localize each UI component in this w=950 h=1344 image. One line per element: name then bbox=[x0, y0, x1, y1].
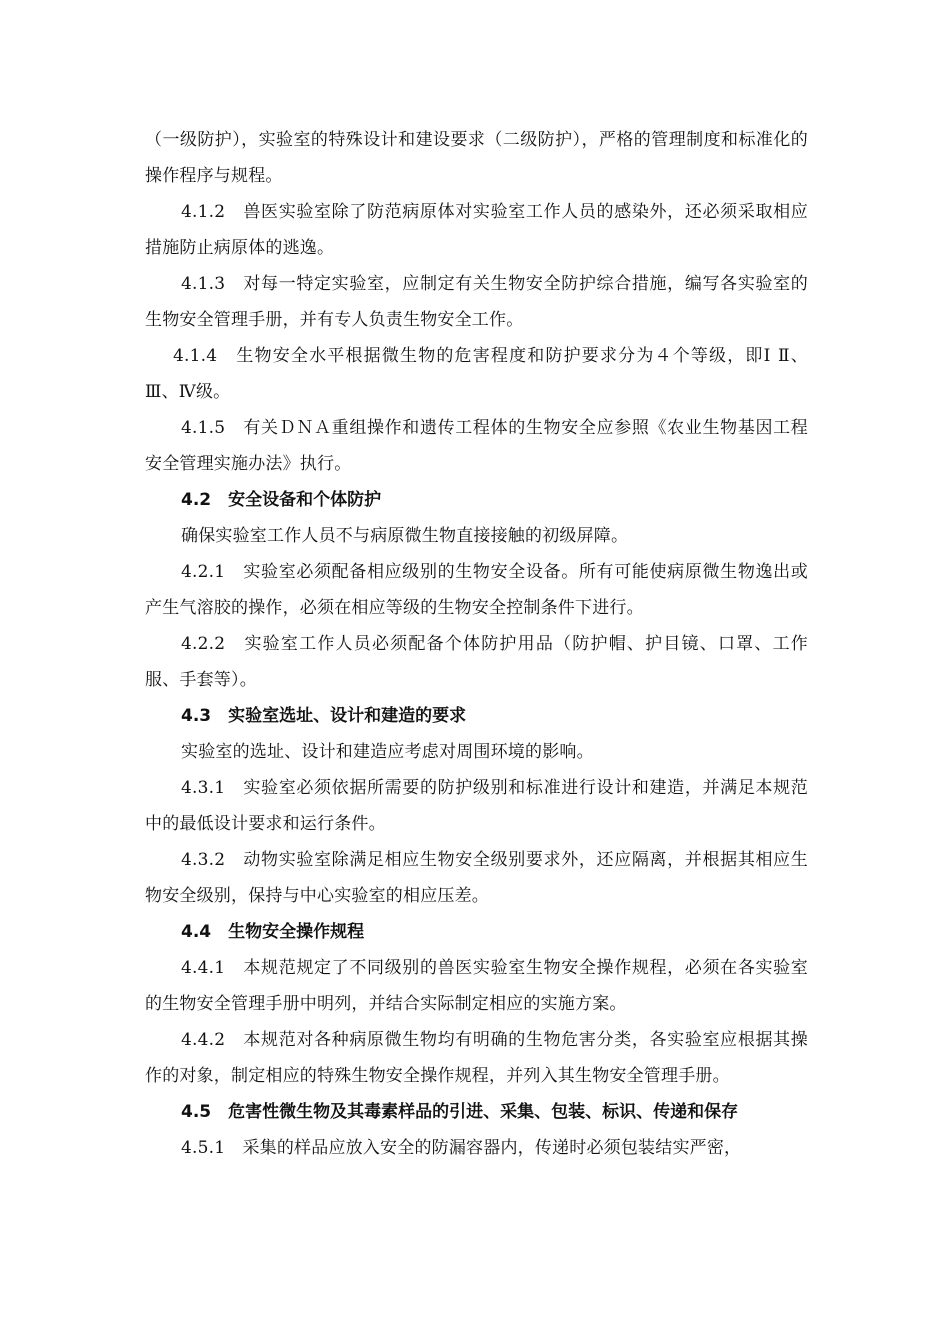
section-heading-4-3: 4.3 实验室选址、设计和建造的要求 bbox=[181, 706, 467, 726]
document-page bbox=[145, 122, 808, 1166]
paragraph-4-3-intro: 实验室的选址、设计和建造应考虑对周围环境的影响。 bbox=[181, 742, 594, 762]
paragraph-4-2-1: 4.2.1 实验室必须配备相应级别的生物安全设备。所有可能使病原微生物逸出或产生气溶胶的操作，必须在相应等级的生物安全控制条件下进行。 bbox=[145, 562, 808, 618]
paragraph-4-3-2: 4.3.2 动物实验室除满足相应生物安全级别要求外，还应隔离，并根据其相应生物安全级别，保持与中心实验室的相应压差。 bbox=[145, 850, 808, 906]
paragraph-4-2-intro: 确保实验室工作人员不与病原微生物直接接触的初级屏障。 bbox=[181, 526, 629, 546]
paragraph-4-4-1: 4.4.1 本规范规定了不同级别的兽医实验室生物安全操作规程，必须在各实验室的生物安全管理手册中明列，并结合实际制定相应的实施方案。 bbox=[145, 958, 808, 1014]
section-heading-4-2: 4.2 安全设备和个体防护 bbox=[181, 490, 382, 510]
paragraph-4-1-2: 4.1.2 兽医实验室除了防范病原体对实验室工作人员的感染外，还必须采取相应措施防止病原体的逃逸。 bbox=[145, 202, 808, 258]
paragraph-4-3-1: 4.3.1 实验室必须依据所需要的防护级别和标准进行设计和建造，并满足本规范中的最低设计要求和运行条件。 bbox=[145, 778, 808, 834]
paragraph-4-4-2: 4.4.2 本规范对各种病原微生物均有明确的生物危害分类，各实验室应根据其操作的对象，制定相应的特殊生物安全操作规程，并列入其生物安全管理手册。 bbox=[145, 1030, 808, 1086]
paragraph-4-1-3: 4.1.3 对每一特定实验室，应制定有关生物安全防护综合措施，编写各实验室的生物安全管理手册，并有专人负责生物安全工作。 bbox=[145, 274, 808, 330]
paragraph-4-2-2: 4.2.2 实验室工作人员必须配备个体防护用品（防护帽、护目镜、口罩、工作服、手套等）。 bbox=[145, 634, 808, 690]
paragraph-4-1-5: 4.1.5 有关ＤＮＡ重组操作和遗传工程体的生物安全应参照《农业生物基因工程安全管理实施办法》执行。 bbox=[145, 418, 808, 474]
section-heading-4-4: 4.4 生物安全操作规程 bbox=[181, 922, 365, 942]
section-heading-4-5: 4.5 危害性微生物及其毒素样品的引进、采集、包装、标识、传递和保存 bbox=[181, 1102, 739, 1122]
paragraph-4-5-1: 4.5.1 采集的样品应放入安全的防漏容器内，传递时必须包装结实严密， bbox=[181, 1138, 742, 1158]
paragraph-4-1-1-continued: （一级防护），实验室的特殊设计和建设要求（二级防护），严格的管理制度和标准化的操作程序与规程。 bbox=[145, 130, 808, 186]
paragraph-4-1-4: 4.1.4 生物安全水平根据微生物的危害程度和防护要求分为４个等级，即Ⅰ Ⅱ、Ⅲ、Ⅳ级。 bbox=[145, 346, 808, 402]
